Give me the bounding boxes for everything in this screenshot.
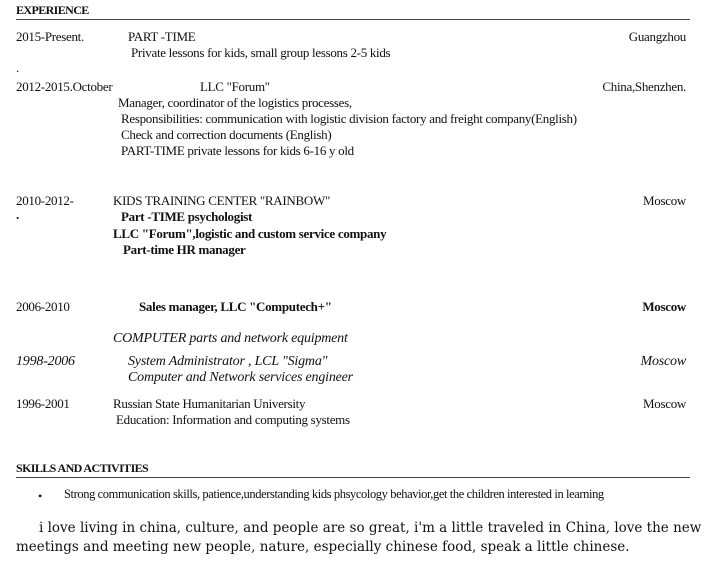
- entry-3-line-2: LLC "Forum",logistic and custom service company: [113, 226, 387, 241]
- entry-2-line-2: Responsibilities: communication with logistic division factory and freight company(English): [121, 111, 577, 126]
- bullet-icon: •: [38, 489, 43, 503]
- entry-4-location: Moscow: [642, 299, 686, 314]
- experience-divider: [16, 19, 690, 20]
- entry-6-location: Moscow: [643, 396, 686, 411]
- entry-3-line-1: Part -TIME psychologist: [121, 209, 253, 224]
- entry-5-line-1: Computer and Network services engineer: [128, 370, 353, 385]
- entry-6-company: Russian State Humanitarian University: [113, 396, 306, 411]
- experience-heading: EXPERIENCE: [16, 3, 89, 17]
- skills-heading: SKILLS AND ACTIVITIES: [16, 461, 149, 475]
- entry-2-line-1: Manager, coordinator of the logistics processes,: [118, 95, 352, 110]
- skills-divider: [16, 477, 690, 478]
- closing-text: i love living in china, culture, and people are so great, i'm a little traveled in China, love the new meetings and meeting new people, nature, especially chinese food, speak a little chinese.: [16, 520, 702, 555]
- entry-1-location: Guangzhou: [628, 29, 686, 44]
- entry-3-location: Moscow: [643, 193, 686, 208]
- entry-2-company: LLC "Forum": [200, 79, 270, 94]
- skills-bullet-item: Strong communication skills, patience,understanding kids phsycology behavior,get the children interested in learning: [64, 487, 604, 501]
- entry-6-dates: 1996-2001: [16, 396, 70, 411]
- entry-2-dates: 2012-2015.October: [16, 79, 113, 94]
- entry-1-line-1: Private lessons for kids, small group lessons 2-5 kids: [131, 45, 391, 60]
- entry-3-marker: .: [16, 207, 19, 222]
- entry-5-location: Moscow: [640, 354, 686, 369]
- entry-3-line-3: Part-time HR manager: [123, 242, 246, 257]
- entry-3-dates: 2010-2012-: [16, 193, 74, 208]
- entry-3-company: KIDS TRAINING CENTER "RAINBOW": [113, 193, 330, 208]
- entry-6-line-1: Education: Information and computing systems: [116, 412, 350, 427]
- entry-1-marker: .: [16, 60, 19, 75]
- entry-2-line-4: PART-TIME private lessons for kids 6-16 y old: [121, 143, 354, 158]
- entry-4-dates: 2006-2010: [16, 299, 70, 314]
- entry-2-line-3: Check and correction documents (English): [121, 127, 332, 142]
- entry-5-company: System Administrator , LCL "Sigma": [128, 354, 328, 369]
- entry-2-location: China,Shenzhen.: [602, 79, 686, 94]
- entry-1-dates: 2015-Present.: [16, 29, 84, 44]
- entry-4-company: Sales manager, LLC "Computech+": [139, 299, 332, 314]
- entry-4-line-1: COMPUTER parts and network equipment: [113, 331, 348, 346]
- entry-1-company: PART -TIME: [128, 29, 196, 44]
- entry-5-dates: 1998-2006: [16, 354, 75, 369]
- closing-paragraph: [16, 519, 706, 557]
